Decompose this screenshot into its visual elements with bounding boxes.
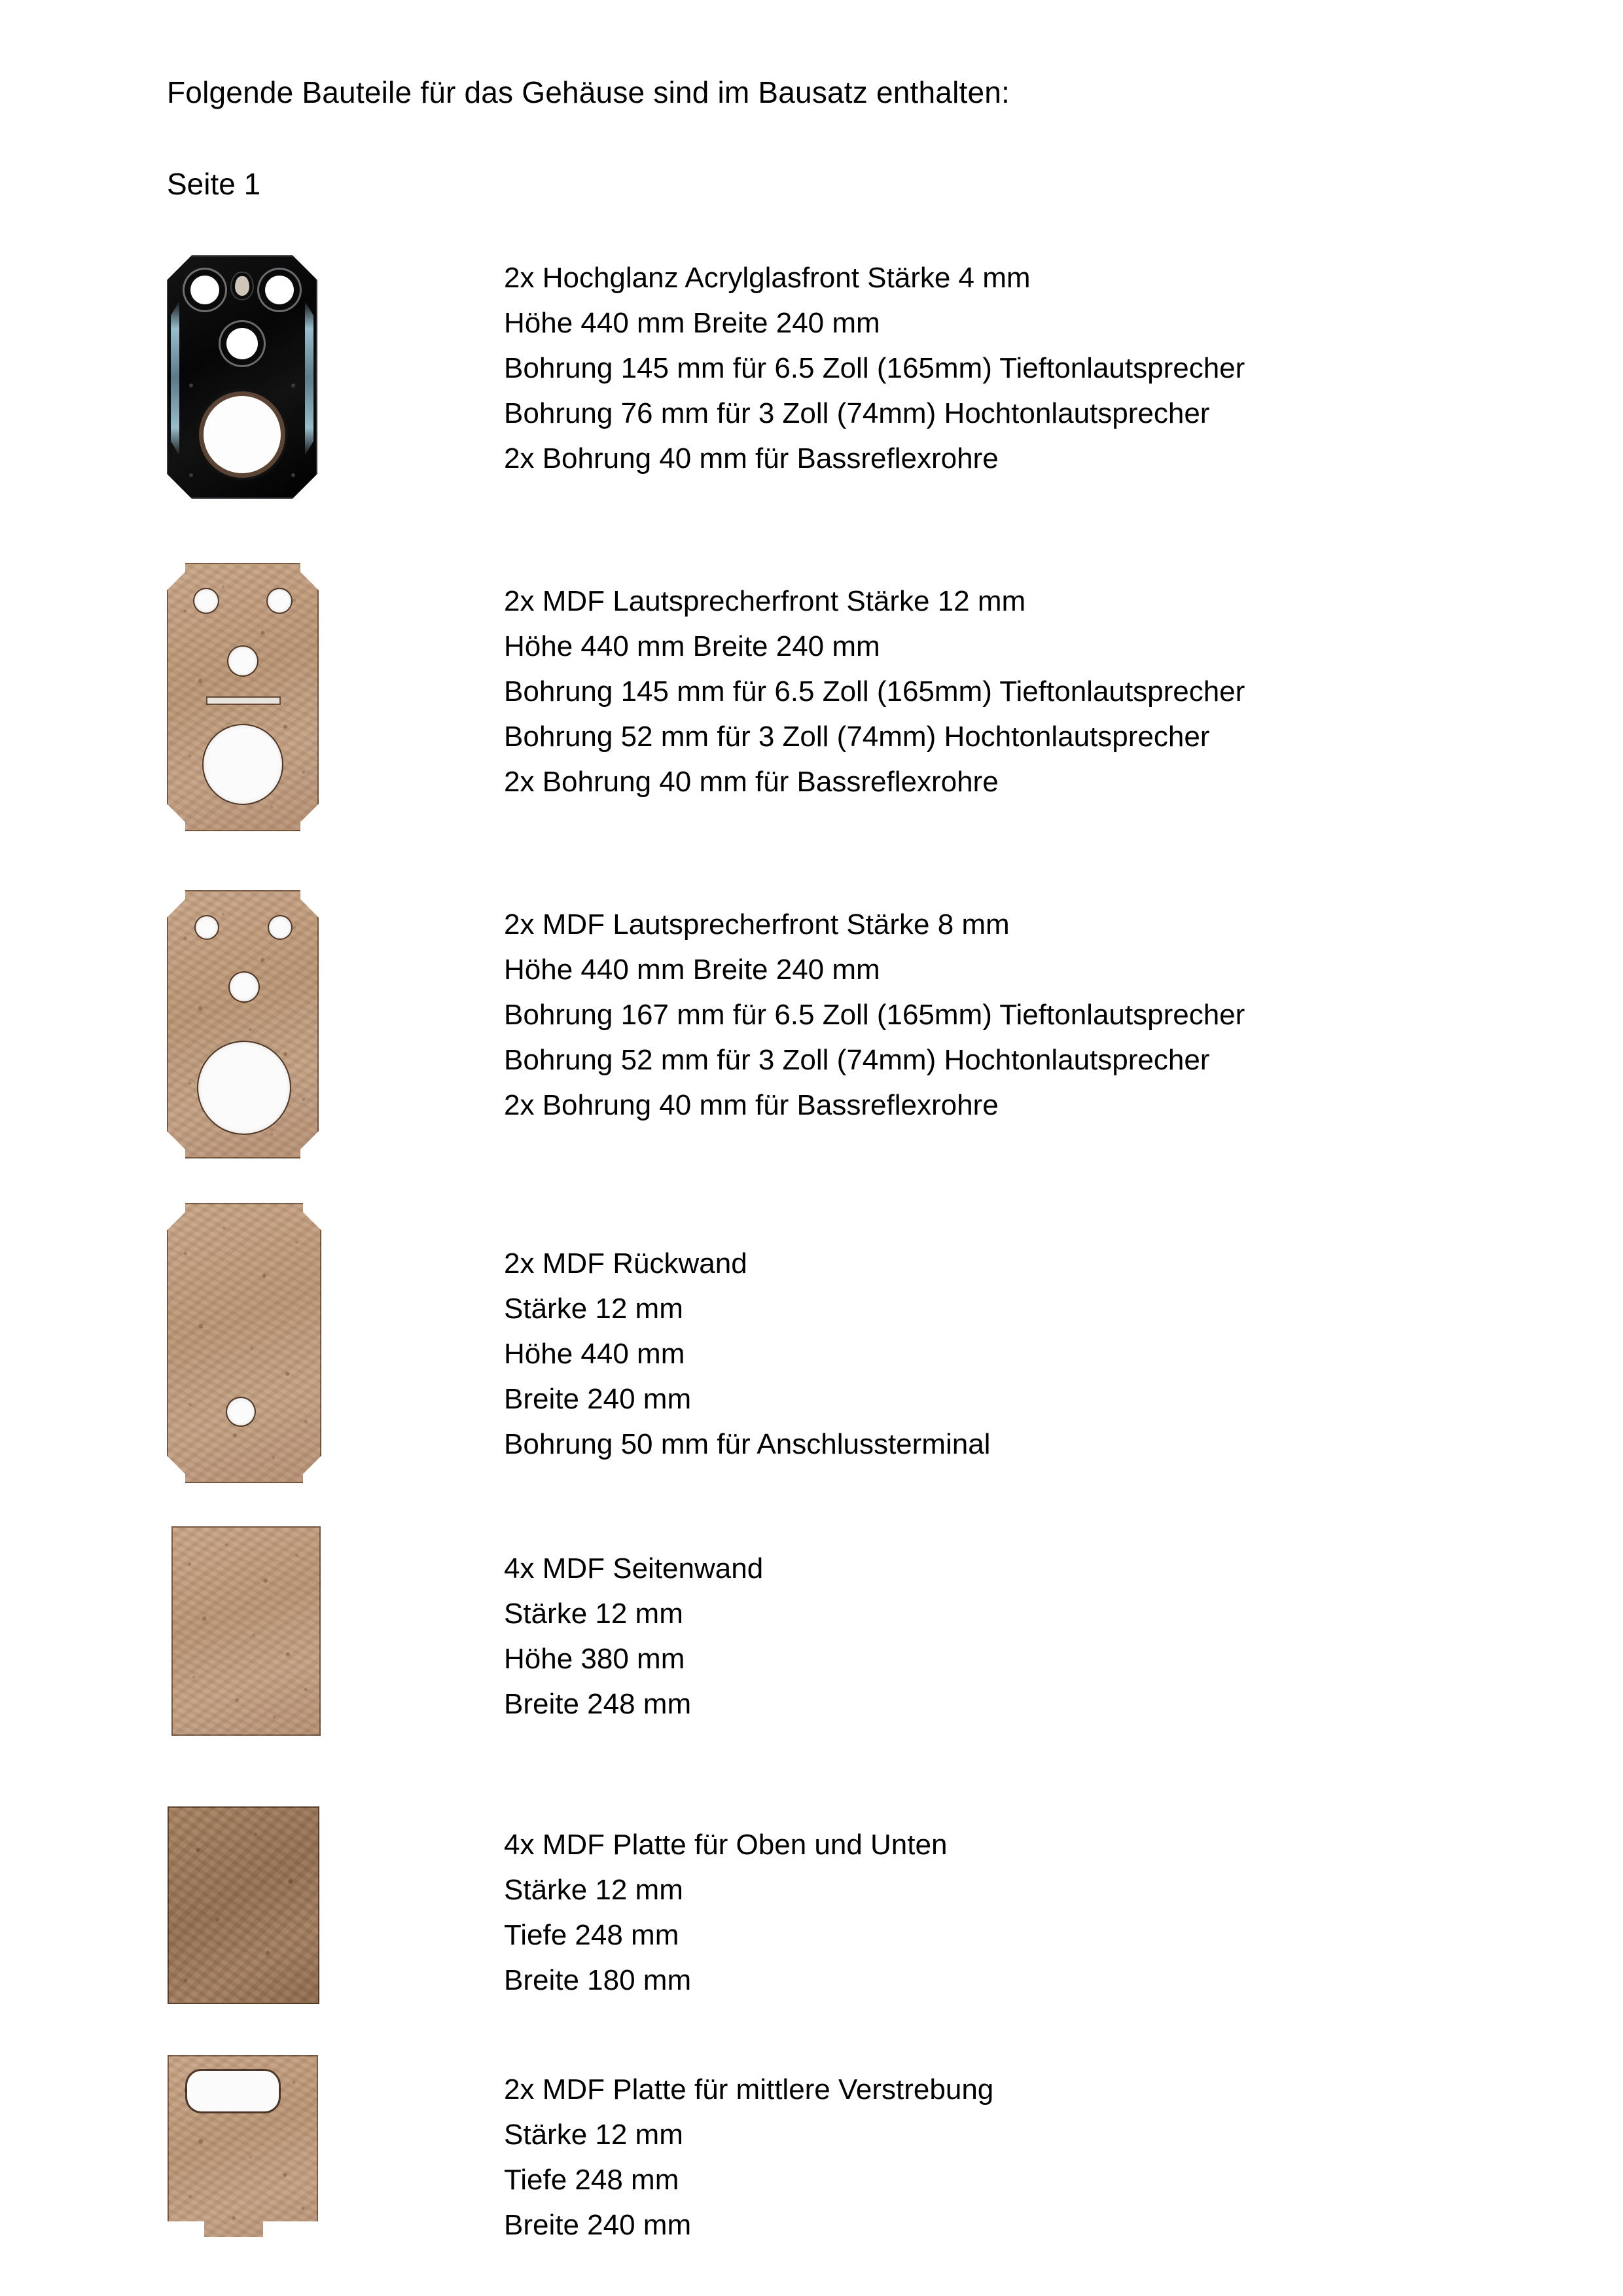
item-line: Höhe 440 mm Breite 240 mm: [504, 954, 880, 986]
screw-dot: [189, 384, 193, 387]
item-line: Bohrung 145 mm für 6.5 Zoll (165mm) Tieftonlautsprecher: [504, 675, 1245, 708]
screw-dot: [291, 473, 295, 477]
woofer-hole: [198, 1042, 290, 1134]
tweeter-hole: [228, 647, 257, 675]
item-line: 2x MDF Lautsprecherfront Stärke 12 mm: [504, 585, 1026, 617]
item-line: Bohrung 52 mm für 3 Zoll (74mm) Hochtonlautsprecher: [504, 721, 1210, 753]
tweeter-hole: [230, 973, 259, 1001]
bass-reflex-hole-left: [196, 916, 218, 939]
bass-reflex-hole-right: [269, 916, 291, 939]
item-line: 4x MDF Seitenwand: [504, 1552, 764, 1585]
item-line: Bohrung 52 mm für 3 Zoll (74mm) Hochtonlautsprecher: [504, 1044, 1210, 1076]
item-description: [504, 1822, 947, 2003]
item-line: 4x MDF Platte für Oben und Unten: [504, 1829, 948, 1861]
item-line: Breite 248 mm: [504, 1688, 692, 1720]
item-line: 2x Bohrung 40 mm für Bassreflexrohre: [504, 1089, 999, 1121]
figure-mdf-side-panel: [171, 1526, 321, 1736]
item-line: Bohrung 50 mm für Anschlussterminal: [504, 1428, 991, 1460]
item-line: Tiefe 248 mm: [504, 1919, 679, 1951]
figure-mdf-center-brace-panel: [168, 2055, 318, 2251]
item-line: Bohrung 76 mm für 3 Zoll (74mm) Hochtonlautsprecher: [504, 397, 1210, 429]
item-line: Höhe 380 mm: [504, 1643, 685, 1675]
page-number-label: Seite 1: [167, 167, 261, 201]
bass-reflex-hole-right: [268, 589, 291, 613]
screw-dot: [189, 473, 193, 477]
item-description: [504, 902, 1245, 1128]
accent-strip-right: [305, 301, 313, 456]
item-line: Höhe 440 mm: [504, 1338, 685, 1370]
figure-acrylic-gloss-front: [167, 255, 317, 499]
item-line: Breite 240 mm: [504, 2209, 692, 2241]
figure-mdf-speaker-front-12mm: [167, 563, 319, 831]
page-title: Folgende Bauteile für das Gehäuse sind im Bausatz enthalten:: [167, 75, 1010, 109]
item-line: Stärke 12 mm: [504, 1598, 683, 1630]
item-line: Stärke 12 mm: [504, 2119, 683, 2151]
item-description: [504, 1241, 990, 1467]
figure-mdf-speaker-front-8mm: [167, 890, 319, 1158]
item-line: 2x MDF Lautsprecherfront Stärke 8 mm: [504, 908, 1010, 941]
item-line: 2x MDF Platte für mittlere Verstrebung: [504, 2073, 994, 2106]
woofer-bore: [204, 396, 281, 473]
item-line: Breite 180 mm: [504, 1964, 692, 1996]
bass-reflex-hole-left: [194, 589, 218, 613]
bass-reflex-port-left: [190, 276, 219, 304]
item-line: Höhe 440 mm Breite 240 mm: [504, 630, 880, 662]
item-line: 2x Bohrung 40 mm für Bassreflexrohre: [504, 766, 999, 798]
item-line: Breite 240 mm: [504, 1383, 692, 1415]
accent-strip-left: [171, 301, 179, 456]
woofer-hole: [204, 725, 282, 804]
bass-reflex-port-right: [265, 276, 294, 304]
item-line: Höhe 440 mm Breite 240 mm: [504, 307, 880, 339]
item-description: [504, 1546, 763, 1727]
item-line: Stärke 12 mm: [504, 1874, 683, 1906]
item-line: Bohrung 145 mm für 6.5 Zoll (165mm) Tieftonlautsprecher: [504, 352, 1245, 384]
item-line: 2x Bohrung 40 mm für Bassreflexrohre: [504, 442, 999, 475]
tweeter-bore: [226, 328, 258, 359]
item-line: 2x Hochglanz Acrylglasfront Stärke 4 mm: [504, 262, 1031, 294]
item-line: Tiefe 248 mm: [504, 2164, 679, 2196]
crossover-slot: [207, 698, 279, 704]
item-description: [504, 2067, 993, 2248]
figure-mdf-top-bottom-panel: [168, 1806, 319, 2004]
item-description: [504, 255, 1245, 481]
figure-mdf-back-panel: [167, 1203, 321, 1483]
terminal-hole: [227, 1398, 255, 1426]
screw-dot: [291, 384, 295, 387]
item-description: [504, 579, 1245, 804]
brace-cutout: [187, 2071, 279, 2111]
item-line: Stärke 12 mm: [504, 1293, 683, 1325]
item-line: 2x MDF Rückwand: [504, 1247, 747, 1280]
item-line: Bohrung 167 mm für 6.5 Zoll (165mm) Tieftonlautsprecher: [504, 999, 1245, 1031]
tweeter-mount: [235, 276, 249, 296]
